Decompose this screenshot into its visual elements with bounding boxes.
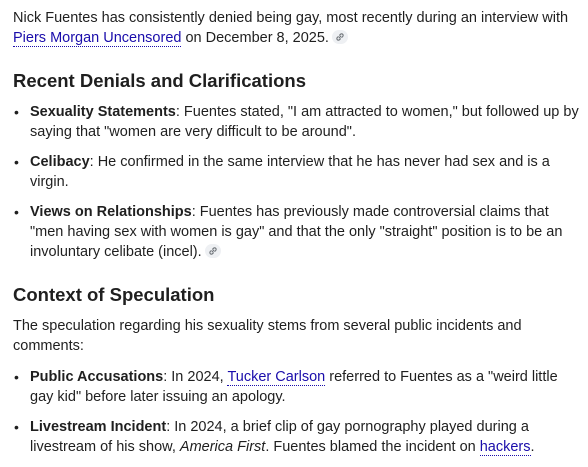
intro-text-before: Nick Fuentes has consistently denied being gay, most recently during an interview with (13, 10, 569, 26)
piers-morgan-link[interactable]: Piers Morgan Uncensored (13, 30, 182, 46)
item-text-before: : In 2024, a brief clip of gay pornography played during a livestream of his show, (30, 419, 529, 455)
item-term: Views on Relationships (30, 204, 192, 220)
item-text: : He confirmed in the same interview that he has never had sex and is a virgin. (30, 154, 550, 190)
item-term: Celibacy (30, 154, 90, 170)
intro-text-after: on December 8, 2025. (181, 30, 329, 46)
item-term: Public Accusations (30, 369, 164, 385)
context-paragraph: The speculation regarding his sexuality stems from several public incidents and comments: (13, 318, 522, 354)
hackers-link[interactable]: hackers (479, 439, 531, 455)
section-heading-denials: Recent Denials and Clarifications (13, 70, 307, 91)
section-heading-context: Context of Speculation (13, 284, 215, 305)
bullet-dot: • (14, 369, 19, 385)
item-term: Livestream Incident (30, 419, 167, 435)
answer-content (13, 8, 583, 467)
list-item (13, 417, 583, 457)
item-text-after: referred to Fuentes as a "weird little gay kid" before later issuing an apology. (30, 369, 558, 405)
item-text: : Fuentes has previously made controversial claims that "men having sex with women is gay" and that the only "straight" position is to be an involuntary celibate (incel). (30, 204, 563, 260)
list-item (13, 102, 583, 142)
list-item (13, 152, 583, 192)
show-title: America First (179, 439, 266, 455)
bullet-dot: • (14, 154, 19, 170)
item-text-before: : In 2024, (163, 369, 228, 385)
link-icon (208, 246, 218, 256)
item-text: : Fuentes stated, "I am attracted to women," but followed up by saying that "women are very difficult to be around". (30, 104, 579, 140)
denials-list (13, 102, 583, 262)
tucker-carlson-link[interactable]: Tucker Carlson (227, 369, 326, 385)
bullet-dot: • (14, 104, 19, 120)
list-item (13, 367, 583, 407)
context-list (13, 367, 583, 457)
citation-chip-relationships[interactable] (205, 244, 221, 258)
item-text-after: . (530, 439, 535, 455)
list-item (13, 202, 583, 262)
bullet-dot: • (14, 419, 19, 435)
item-text-mid: . Fuentes blamed the incident on (265, 439, 480, 455)
item-term: Sexuality Statements (30, 104, 176, 120)
bullet-dot: • (14, 204, 19, 220)
intro-paragraph (13, 8, 583, 48)
citation-chip-intro[interactable] (332, 30, 348, 44)
link-icon (335, 32, 345, 42)
